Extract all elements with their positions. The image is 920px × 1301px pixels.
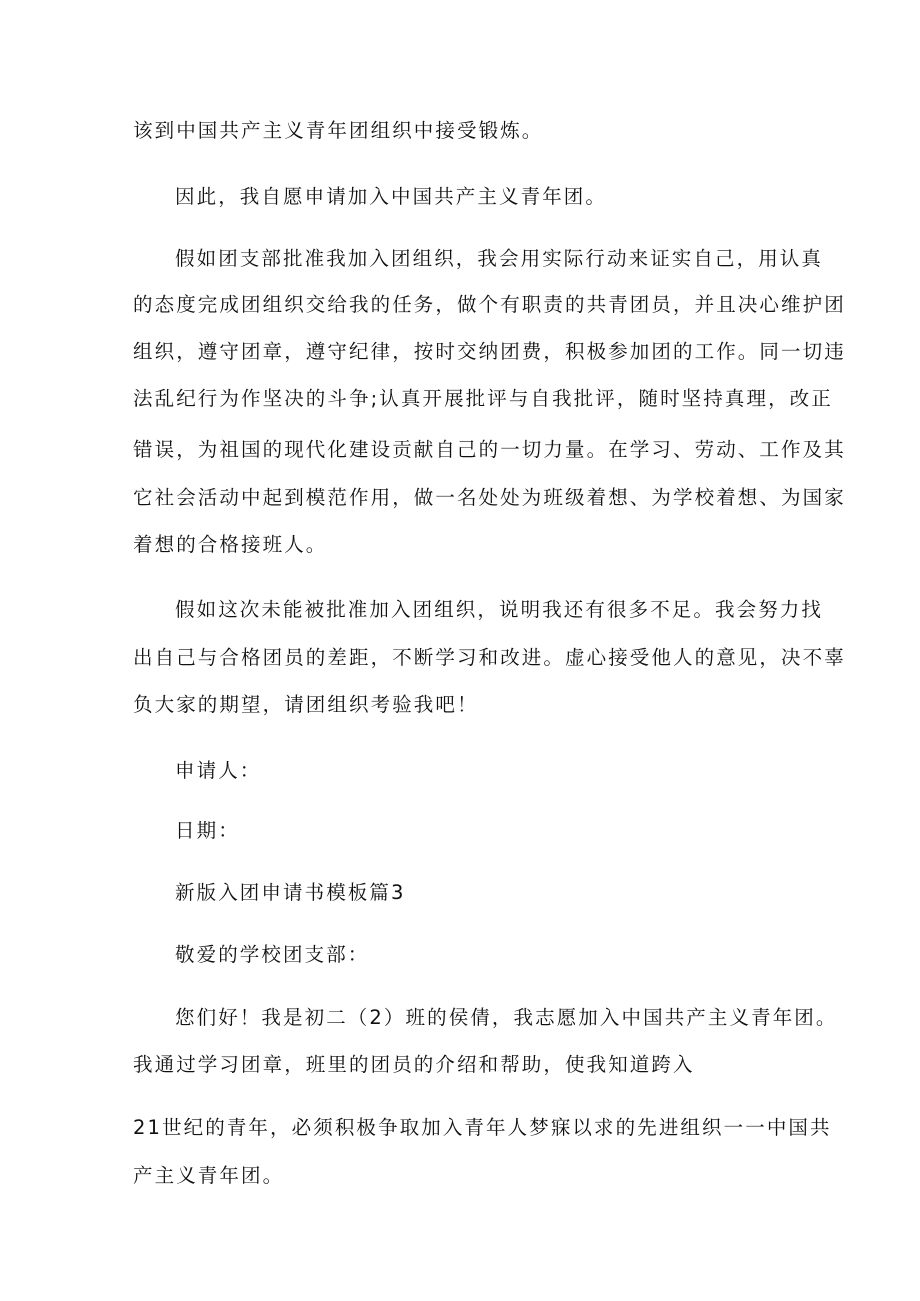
- section-heading: 新版入团申请书模板篇3: [175, 881, 406, 904]
- text-line: 负大家的期望，请团组织考验我吧！: [133, 693, 479, 716]
- text-line: 我通过学习团章，班里的团员的介绍和帮助，使我知道跨入: [133, 1053, 695, 1076]
- text-line: 敬爱的学校团支部：: [175, 943, 370, 966]
- text-line: 错误，为祖国的现代化建设贡献自己的一切力量。在学习、劳动、工作及其: [133, 438, 846, 461]
- text-line: 的态度完成团组织交给我的任务，做个有职责的共青团员，并且决心维护团: [133, 293, 846, 316]
- text-line: 着想的合格接班人。: [133, 533, 328, 556]
- text-line: 它社会活动中起到模范作用，做一名处处为班级着想、为学校着想、为国家: [133, 486, 846, 509]
- text-line: 法乱纪行为作坚决的斗争;认真开展批评与自我批评，随时坚持真理，改正: [133, 387, 833, 410]
- text-line: 该到中国共产主义青年团组织中接受锻炼。: [133, 119, 544, 142]
- text-line: 产主义青年团。: [133, 1164, 285, 1187]
- text-line: 假如这次未能被批准加入团组织，说明我还有很多不足。我会努力找: [175, 598, 824, 621]
- text-line: 出自己与合格团员的差距，不断学习和改进。虚心接受他人的意见，决不辜: [133, 646, 846, 669]
- text-line: 因此，我自愿申请加入中国共产主义青年团。: [175, 185, 608, 208]
- text-line: 组织，遵守团章，遵守纪律，按时交纳团费，积极参加团的工作。同一切违: [133, 340, 846, 363]
- text-line: 假如团支部批准我加入团组织，我会用实际行动来证实自己，用认真: [175, 247, 824, 270]
- text-line: 申请人：: [175, 759, 262, 782]
- text-line: 日期：: [175, 819, 240, 842]
- text-line: 21世纪的青年，必须积极争取加入青年人梦寐以求的先进组织一一中国共: [133, 1116, 832, 1139]
- text-line: 您们好！我是初二（2）班的侯倩，我志愿加入中国共产主义青年团。: [175, 1006, 838, 1029]
